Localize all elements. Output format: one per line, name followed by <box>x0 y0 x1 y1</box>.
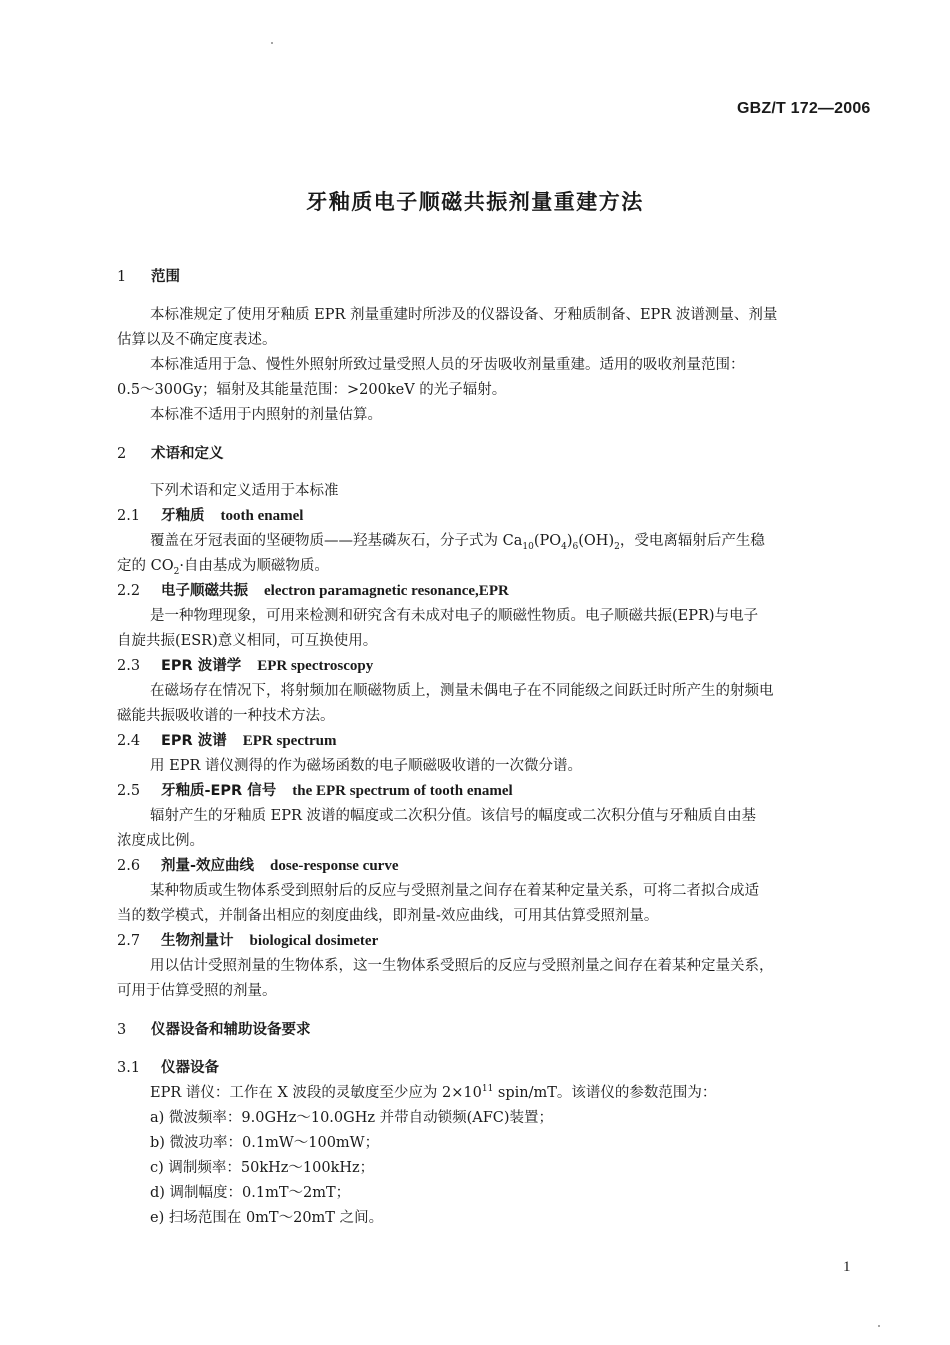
term-en: tooth enamel <box>220 508 304 524</box>
term-cn: EPR 波谱 <box>161 733 227 749</box>
term-cn: EPR 波谱学 <box>161 658 242 674</box>
list-item: c) 调制频率：50kHz～100kHz； <box>150 1160 375 1176</box>
term-number: 2.4 <box>117 733 141 749</box>
section-title: 仪器设备和辅助设备要求 <box>151 1022 311 1038</box>
paragraph-line: 本标准适用于急、慢性外照射所致过量受照人员的牙齿吸收剂量重建。适用的吸收剂量范围： <box>150 357 745 373</box>
term-number: 2.1 <box>117 508 141 524</box>
section-2-heading <box>117 442 224 463</box>
term-cn: 剂量-效应曲线 <box>161 858 255 874</box>
term-en: biological dosimeter <box>249 933 379 949</box>
term-heading <box>117 779 513 800</box>
term-en: EPR spectrum <box>242 733 337 749</box>
paragraph-line: 定的 $CO_2\cdot$自由基成为顺磁物质。 <box>117 558 329 577</box>
standard-number: GBZ/T 172—2006 <box>737 100 871 117</box>
section-title: 术语和定义 <box>151 446 224 462</box>
section-number: 1 <box>117 269 127 285</box>
term-cn: 牙釉质-EPR 信号 <box>161 783 277 799</box>
term-cn: 生物剂量计 <box>161 933 234 949</box>
paragraph-line: 覆盖在牙冠表面的坚硬物质——羟基磷灰石，分子式为 $Ca_{10}(PO_4)_6(OH)_2$，受电离辐射后产生稳 <box>150 533 765 552</box>
term-heading <box>117 579 509 600</box>
term-en: dose-response curve <box>270 858 399 874</box>
paragraph-line: 在磁场存在情况下，将射频加在顺磁物质上，测量未偶电子在不同能级之间跃迁时所产生的射频电 <box>150 683 774 699</box>
subsection-number: 3.1 <box>117 1060 141 1076</box>
section-title: 范围 <box>151 269 180 285</box>
paragraph-line: 用 EPR 谱仪测得的作为磁场函数的电子顺磁吸收谱的一次微分谱。 <box>150 758 582 774</box>
term-number: 2.7 <box>117 933 141 949</box>
paragraph-line: 本标准规定了使用牙釉质 EPR 剂量重建时所涉及的仪器设备、牙釉质制备、EPR 波谱测量、剂量 <box>150 307 778 323</box>
term-en: the EPR spectrum of tooth enamel <box>292 783 513 799</box>
paragraph-line: 下列术语和定义适用于本标准 <box>150 483 339 499</box>
scan-speck <box>878 1325 880 1327</box>
term-heading <box>117 854 399 875</box>
paragraph-line: 0.5～300Gy；辐射及其能量范围：>200keV 的光子辐射。 <box>117 382 507 398</box>
paragraph-line: 本标准不适用于内照射的剂量估算。 <box>150 407 382 423</box>
section-number: 2 <box>117 446 127 462</box>
paragraph-line: 某种物质或生物体系受到照射后的反应与受照剂量之间存在着某种定量关系，可将二者拟合成适 <box>150 883 759 899</box>
scan-speck <box>271 42 273 44</box>
paragraph-line: 辐射产生的牙釉质 EPR 波谱的幅度或二次积分值。该信号的幅度或二次积分值与牙釉质自由基 <box>150 808 756 824</box>
term-heading <box>117 729 337 750</box>
term-number: 2.6 <box>117 858 141 874</box>
term-number: 2.5 <box>117 783 141 799</box>
list-item: b) 微波功率：0.1mW～100mW； <box>150 1135 380 1151</box>
section-1-heading <box>117 265 180 286</box>
term-number: 2.3 <box>117 658 141 674</box>
term-cn: 牙釉质 <box>161 508 205 524</box>
section-number: 3 <box>117 1022 127 1038</box>
document-title: 牙釉质电子顺磁共振剂量重建方法 <box>306 190 644 214</box>
paragraph-line: 当的数学模式，并制备出相应的刻度曲线，即剂量-效应曲线，可用其估算受照剂量。 <box>117 908 659 924</box>
term-cn: 电子顺磁共振 <box>161 583 248 599</box>
term-heading <box>117 654 373 675</box>
term-heading <box>117 504 303 525</box>
paragraph-line: 浓度成比例。 <box>117 833 204 849</box>
term-en: EPR spectroscopy <box>257 658 374 674</box>
paragraph-line: 自旋共振(ESR)意义相同，可互换使用。 <box>117 633 378 649</box>
list-item: d) 调制幅度：0.1mT～2mT； <box>150 1185 351 1201</box>
paragraph-line: EPR 谱仪：工作在 X 波段的灵敏度至少应为 $2\times 10^{11}$ spin/mT。该谱仪的参数范围为： <box>150 1084 717 1101</box>
paragraph-line: 是一种物理现象，可用来检测和研究含有未成对电子的顺磁性物质。电子顺磁共振(EPR)与电子 <box>150 608 759 624</box>
section-3-heading <box>117 1018 311 1039</box>
paragraph-line: 可用于估算受照的剂量。 <box>117 983 277 999</box>
paragraph-line: 用以估计受照剂量的生物体系，这一生物体系受照后的反应与受照剂量之间存在着某种定量关系， <box>150 958 774 974</box>
term-en: electron paramagnetic resonance,EPR <box>264 583 509 599</box>
subsection-heading <box>117 1056 219 1077</box>
paragraph-line: 磁能共振吸收谱的一种技术方法。 <box>117 708 335 724</box>
list-item: a) 微波频率：9.0GHz～10.0GHz 并带自动锁频(AFC)装置； <box>150 1110 554 1126</box>
list-item: e) 扫场范围在 0mT～20mT 之间。 <box>150 1210 384 1226</box>
paragraph-line: 估算以及不确定度表述。 <box>117 332 277 348</box>
page-number: 1 <box>843 1259 851 1275</box>
term-number: 2.2 <box>117 583 141 599</box>
term-heading <box>117 929 378 950</box>
subsection-title: 仪器设备 <box>161 1060 219 1076</box>
